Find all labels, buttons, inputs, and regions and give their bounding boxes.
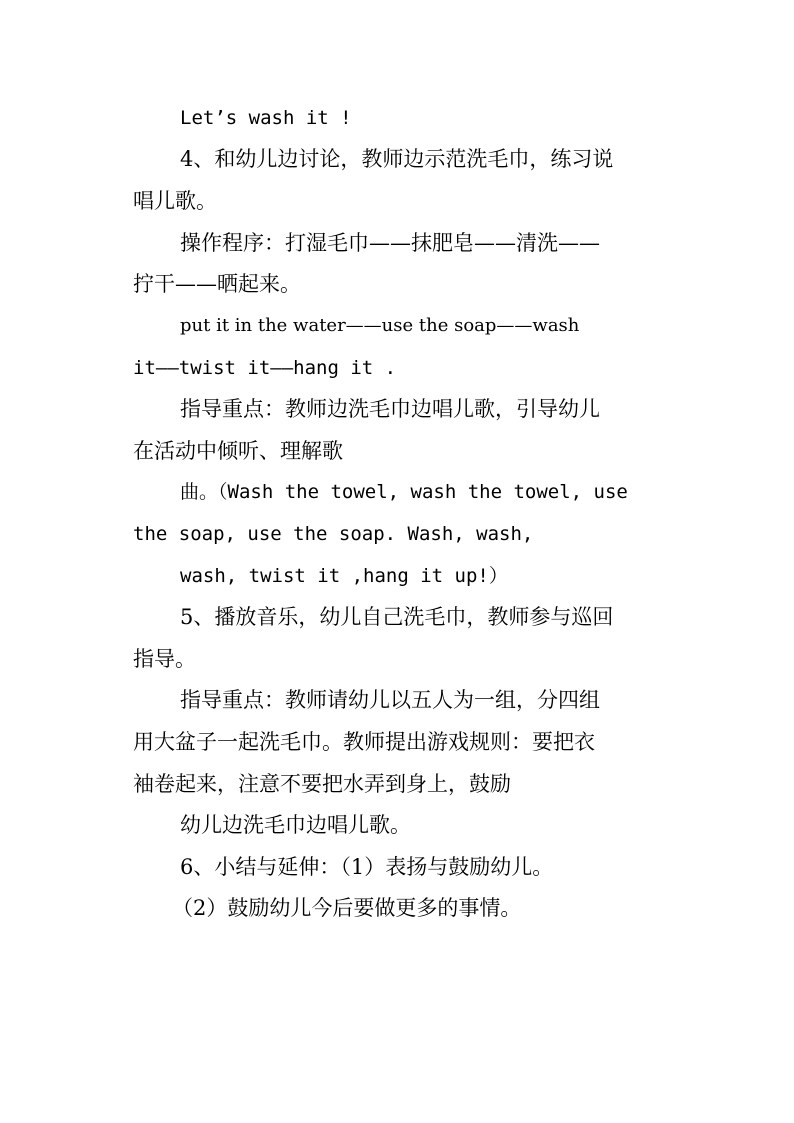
text-line: 指导重点：教师请幼儿以五人为一组，分四组: [180, 688, 600, 712]
text-line: Let’s wash it !: [180, 107, 352, 129]
text-line: 用大盆子一起洗毛巾。教师提出游戏规则：要把衣: [133, 730, 595, 754]
text-line: （2）鼓励幼儿今后要做更多的事情。: [172, 896, 522, 920]
text-line: 操作程序：打湿毛巾——抹肥皂——清洗——: [180, 231, 600, 255]
text-line: 曲。（Wash the towel, wash the towel, use: [180, 481, 628, 503]
text-line: 袖卷起来，注意不要把水弄到身上，鼓励: [133, 772, 511, 796]
text-line: put it in the water——use the soap——wash: [180, 315, 580, 336]
text-line: it——twist it——hang it .: [133, 357, 397, 379]
text-line: 幼儿边洗毛巾边唱儿歌。: [180, 813, 411, 837]
text-line: 唱儿歌。: [133, 189, 217, 213]
text-line: 在活动中倾听、理解歌: [133, 439, 343, 463]
text-line: 指导。: [133, 647, 196, 671]
text-line: the soap, use the soap. Wash, wash,: [133, 523, 534, 545]
text-line: 5、播放音乐，幼儿自己洗毛巾，教师参与巡回: [180, 605, 614, 629]
text-line: 拧干——晒起来。: [133, 272, 301, 296]
text-line: 6、小结与延伸：（1）表扬与鼓励幼儿。: [180, 855, 554, 879]
text-line: wash, twist it ,hang it up!）: [180, 565, 508, 587]
text-line: 指导重点：教师边洗毛巾边唱儿歌，引导幼儿: [180, 397, 600, 421]
text-line: 4、和幼儿边讨论，教师边示范洗毛巾，练习说: [180, 147, 614, 171]
